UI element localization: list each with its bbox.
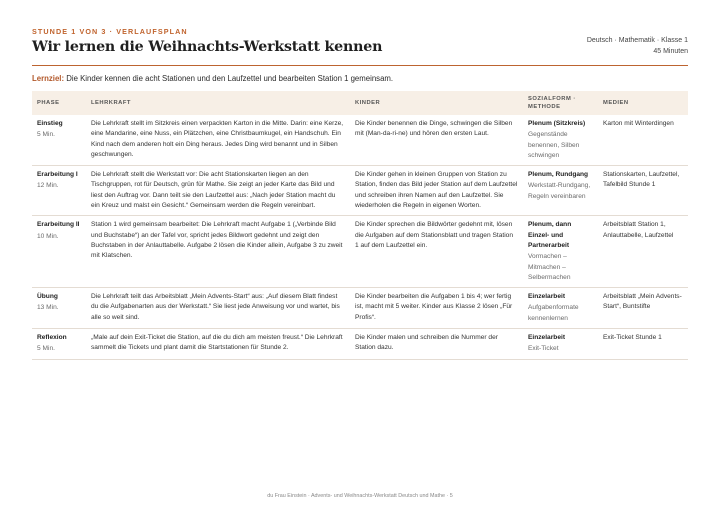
lesson-plan-page: [32, 27, 688, 360]
column-header-teacher: LEHRKRAFT: [91, 100, 131, 106]
teacher-cell: „Male auf dein Exit-Ticket die Station, auf die du dich am meisten freust.“ Die Lehrkraft sammelt die Tickets und plant damit die Startstationen für Stunde 2.: [91, 334, 343, 352]
form-cell: [523, 288, 598, 329]
meta-subjects: Deutsch · Mathematik · Klasse 1: [586, 37, 688, 44]
form-cell: [523, 166, 598, 216]
learning-goal: [32, 74, 688, 83]
phase-name: Einstieg: [37, 120, 63, 127]
media-cell: Exit-Ticket Stunde 1: [603, 334, 662, 342]
form-cell: [523, 115, 598, 166]
phase-name: Reflexion: [37, 334, 67, 342]
form-method: Exit-Ticket: [528, 345, 559, 353]
media-cell: Karton mit Winterdingen: [603, 120, 674, 127]
teacher-cell: Die Lehrkraft stellt die Werkstatt vor: Die acht Stationskarten liegen an den Tischgruppen, rot für Deutsch, grün für Mathe. Sie zeigt an jeder Karte das Bild und liest den Auftrag vor. Dann teilt sie den Laufzettel aus: „Nach jeder Station macht du ein Kreuz und malst ein Gesicht.“ Gemeinsam werden die Regeln vereinbart.: [91, 171, 336, 210]
lesson-table: [32, 91, 688, 360]
form-method: Aufgabenformate kennenlernen: [528, 304, 579, 322]
table-row: [32, 329, 688, 360]
children-cell: Die Kinder sprechen die Bildwörter gedehnt mit, lösen die Aufgaben auf dem Stationsblatt und tragen Station 1 auf dem Laufzettel ein.: [355, 221, 513, 249]
lesson-meta: [587, 35, 688, 57]
teacher-cell: Die Lehrkraft teilt das Arbeitsblatt „Mein Advents-Start“ aus: „Auf diesem Blatt findest du die Aufgabenarten aus der Werkstatt.“ Sie liest jede Anweisung vor und wartet, bis alle so weit sind.: [91, 293, 340, 321]
phase-name: Erarbeitung II: [37, 221, 80, 229]
media-cell: Arbeitsblatt Station 1, Anlauttabelle, Laufzettel: [603, 221, 674, 239]
meta-duration: 45 Minuten: [653, 48, 688, 55]
phase-cell: [32, 288, 86, 329]
page-footer: du Frau Einstein · Advents- und Weihnachts-Werkstatt Deutsch und Mathe · 5: [267, 493, 453, 499]
phase-cell: [32, 216, 86, 288]
phase-duration: 5 Min.: [37, 345, 55, 353]
children-cell: Die Kinder gehen in kleinen Gruppen von Station zu Station, finden das Bild jeder Station auf dem Laufzettel und schreiben ihren Namen auf den Laufzettel. Sie wiederholen die Regeln in eigenen Worten.: [355, 171, 518, 210]
phase-cell: [32, 115, 86, 166]
table-row: [32, 115, 688, 166]
form-name: Plenum, Rundgang: [528, 171, 589, 179]
form-method: Werkstatt-Rundgang, Regeln vereinbaren: [528, 182, 591, 200]
learning-goal-text: Die Kinder kennen die acht Stationen und den Laufzettel und bearbeiten Station 1 gemeinsam.: [66, 74, 394, 83]
column-header-phase: PHASE: [37, 100, 60, 106]
table-row: [32, 288, 688, 329]
table-row: [32, 166, 688, 216]
form-name: Einzelarbeit: [528, 293, 566, 301]
media-cell: Arbeitsblatt „Mein Advents-Start“, Buntstifte: [603, 293, 682, 311]
children-cell: Die Kinder benennen die Dinge, schwingen die Silben mit (Man-da-ri-ne) und hören den ersten Laut.: [355, 120, 513, 138]
column-header-media: MEDIEN: [603, 100, 629, 106]
teacher-cell: Station 1 wird gemeinsam bearbeitet: Die Lehrkraft macht Aufgabe 1 („Verbinde Bild und Buchstabe“) an der Tafel vor, spricht jedes Bildwort gedehnt und zeigt den Buchstaben in der Anlauttabelle. Aufgabe 2 lösen die Kinder allein, Aufgabe 3 zu zweit mit Klatschen.: [91, 221, 343, 260]
form-name: Plenum, dann Einzel- und Partnerarbeit: [528, 221, 572, 249]
phase-cell: [32, 329, 86, 360]
table-row: [32, 216, 688, 288]
table-header-row: [32, 91, 688, 115]
form-cell: [523, 216, 598, 288]
form-name: Einzelarbeit: [528, 334, 566, 342]
phase-duration: 10 Min.: [37, 232, 59, 240]
children-cell: Die Kinder bearbeiten die Aufgaben 1 bis 4; wer fertig ist, macht mit 5 weiter. Kinder aus Klasse 2 lösen „Für Profis“.: [355, 293, 513, 321]
phase-duration: 12 Min.: [37, 182, 59, 190]
form-method: Vormachen – Mitmachen – Selbermachen: [528, 253, 571, 281]
teacher-cell: Die Lehrkraft stellt im Sitzkreis einen verpackten Karton in die Mitte. Darin: eine Kerze, eine Mandarine, eine Nuss, ein Plätzchen, eine Christbaumkugel, ein Handschuh. Ein Kind nach dem anderen holt ein Ding heraus. Jedes Ding wird benannt und in Silben geschwungen.: [91, 120, 344, 158]
header-divider: [32, 65, 688, 66]
column-header-form: SOZIALFORM · METHODE: [528, 96, 576, 110]
learning-goal-label: Lernziel:: [32, 74, 65, 83]
phase-name: Übung: [37, 293, 58, 301]
phase-cell: [32, 166, 86, 216]
form-cell: [523, 329, 598, 360]
media-cell: Stationskarten, Laufzettel, Tafelbild Stunde 1: [603, 171, 680, 189]
phase-duration: 5 Min.: [37, 131, 55, 139]
column-header-children: KINDER: [355, 100, 381, 106]
lesson-kicker: STUNDE 1 VON 3 · VERLAUFSPLAN: [32, 27, 188, 36]
phase-duration: 13 Min.: [37, 304, 59, 312]
children-cell: Die Kinder malen und schreiben die Nummer der Station dazu.: [355, 334, 498, 352]
form-name: Plenum (Sitzkreis): [528, 120, 586, 127]
phase-name: Erarbeitung I: [37, 171, 78, 179]
page-title: Wir lernen die Weihnachts-Werkstatt kennen: [32, 39, 383, 55]
form-method: Gegenstände benennen, Silben schwingen: [528, 131, 580, 159]
